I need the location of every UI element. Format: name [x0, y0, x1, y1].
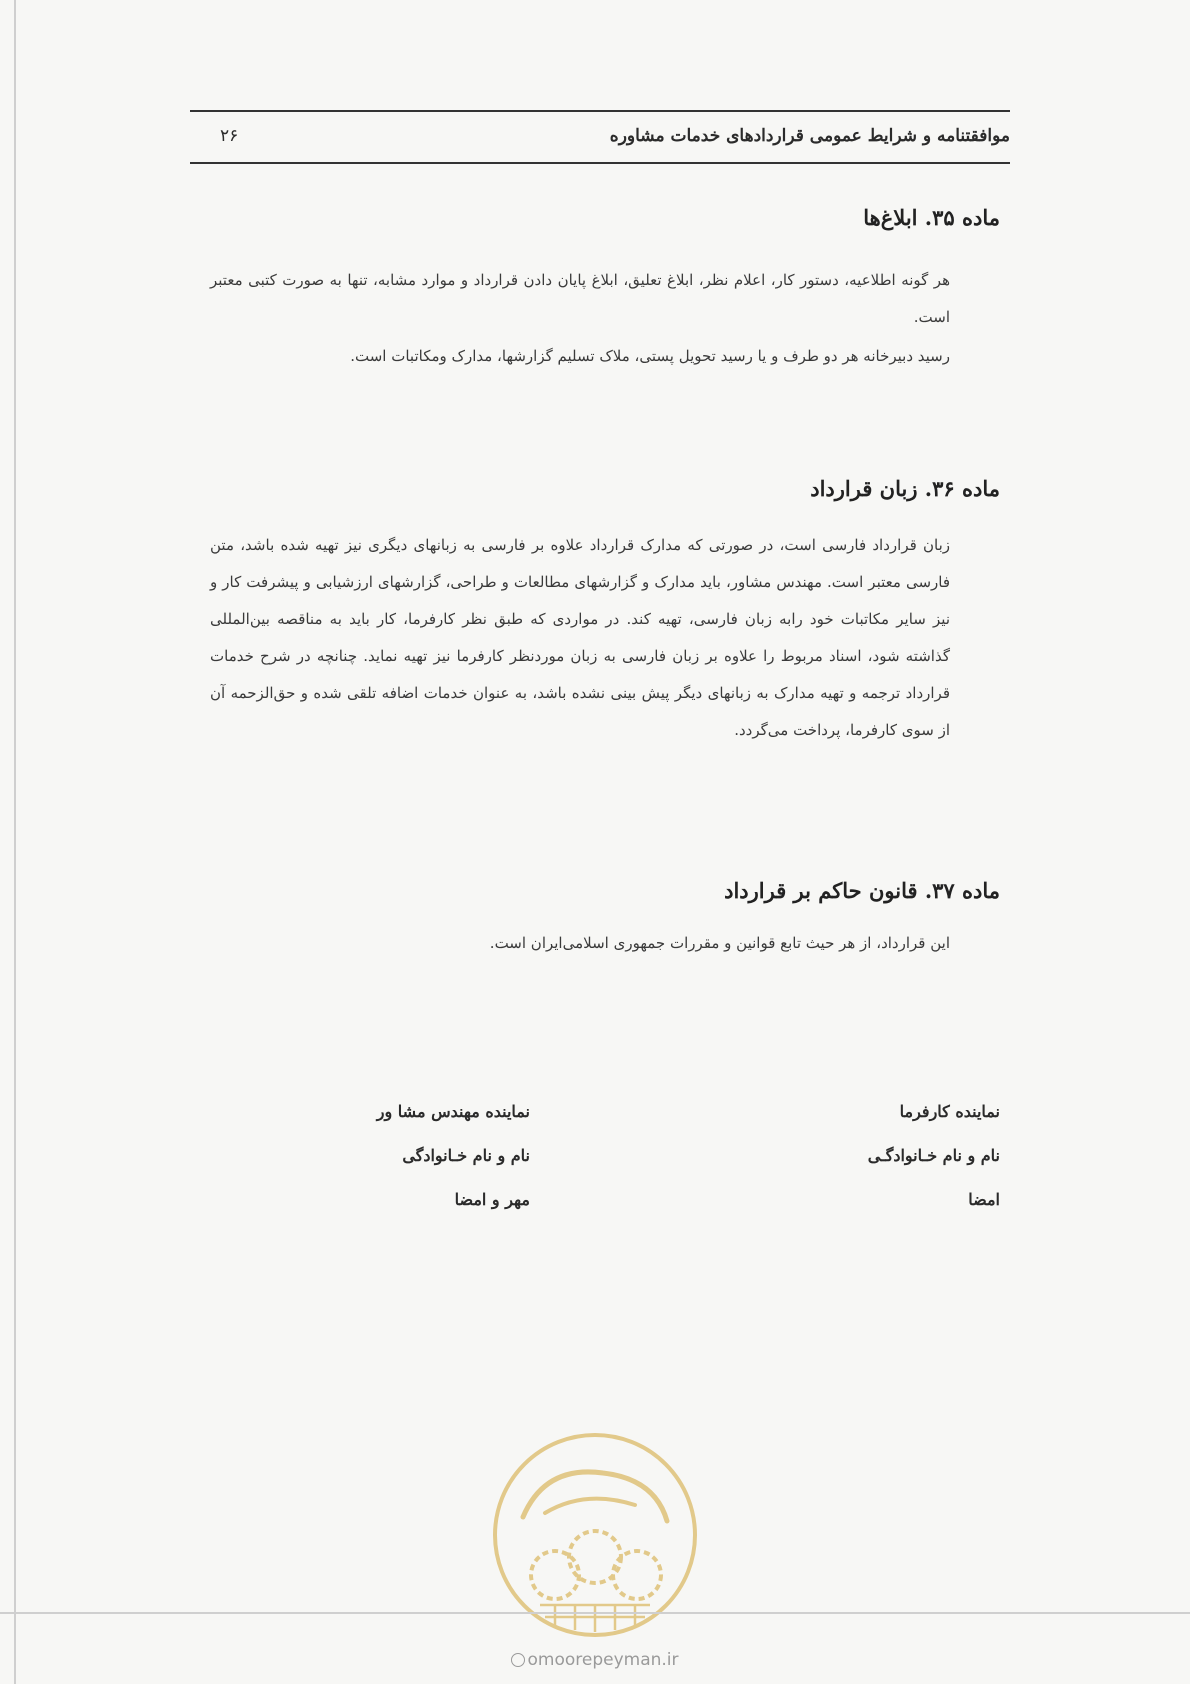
client-role: نماینده کارفرما	[899, 1102, 1000, 1121]
website-watermark	[0, 1650, 1190, 1670]
consultant-role: نماینده مهندس مشا ور	[376, 1102, 530, 1121]
article-36-paragraph-1: زبان قرارداد فارسی است، در صورتی که مدارک قرارداد علاوه بر فارسی به زبانهای دیگری نیز تهیه شده باشد، متن فارسی معتبر است. مهندس مشاور، باید مدارک و گزارشهای مطالعات و طراحی، گزارشهای ارزشیابی و پیشرفت کار و نیز سایر مکاتبات خود رابه زبان فارسی، تهیه کند. در مواردی که طبق نظر کارفرما، کار باید به مناقصه بین‌المللی گذاشته شود، اسناد مربوط را علاوه بر زبان فارسی به زبان موردنظر کارفرما نیز تهیه نماید. چنانچه در شرح خدمات قرارداد ترجمه و تهیه مدارک به زبانهای دیگر پیش بینی نشده باشد، به عنوان خدمات اضافه تلقی شده و حق‌الزحمه آن از سوی کارفرما، پرداخت می‌گردد.	[210, 536, 951, 739]
consultant-name-line: نام و نام خـانوادگی	[402, 1146, 530, 1165]
client-signature-block	[868, 1090, 1000, 1222]
client-name-line: نام و نام خـانوادگـی	[867, 1146, 1000, 1165]
header-title: موافقتنامه و شرایط عمومی قراردادهای خدمات مشاوره	[609, 126, 1010, 146]
consultant-signature-block	[377, 1090, 530, 1222]
page-header	[190, 110, 1010, 166]
header-top-rule	[190, 110, 1010, 112]
globe-icon	[511, 1653, 525, 1667]
header-bottom-rule	[190, 162, 1010, 164]
page-left-edge	[14, 0, 16, 1684]
page-bottom-edge	[0, 1612, 1190, 1614]
article-37-paragraph-1: این قرارداد، از هر حیث تابع قوانین و مقررات جمهوری اسلامی‌ایران است.	[489, 934, 950, 952]
article-35-paragraph-1: هر گونه اطلاعیه، دستور کار، اعلام نظر، ابلاغ تعلیق، ابلاغ پایان دادن قرارداد و موارد مشابه، تنها به صورت کتبی معتبر است.	[210, 271, 950, 326]
page-number: ۲۶	[220, 126, 239, 146]
consultant-sign-line: مهر و امضا	[454, 1190, 530, 1209]
article-35-title: ماده ۳۵. ابلاغ‌ها	[863, 205, 1000, 230]
article-35-paragraph-2: رسید دبیرخانه هر دو طرف و یا رسید تحویل پستی، ملاک تسلیم گزارشها، مدارک ومکاتبات است.	[350, 347, 950, 365]
client-sign-line: امضا	[968, 1190, 1000, 1209]
watermark-text: omoorepeyman.ir	[527, 1650, 679, 1670]
article-37-title: ماده ۳۷. قانون حاکم بر قرارداد	[724, 878, 1000, 903]
article-36-title: ماده ۳۶. زبان قرارداد	[810, 476, 1000, 501]
